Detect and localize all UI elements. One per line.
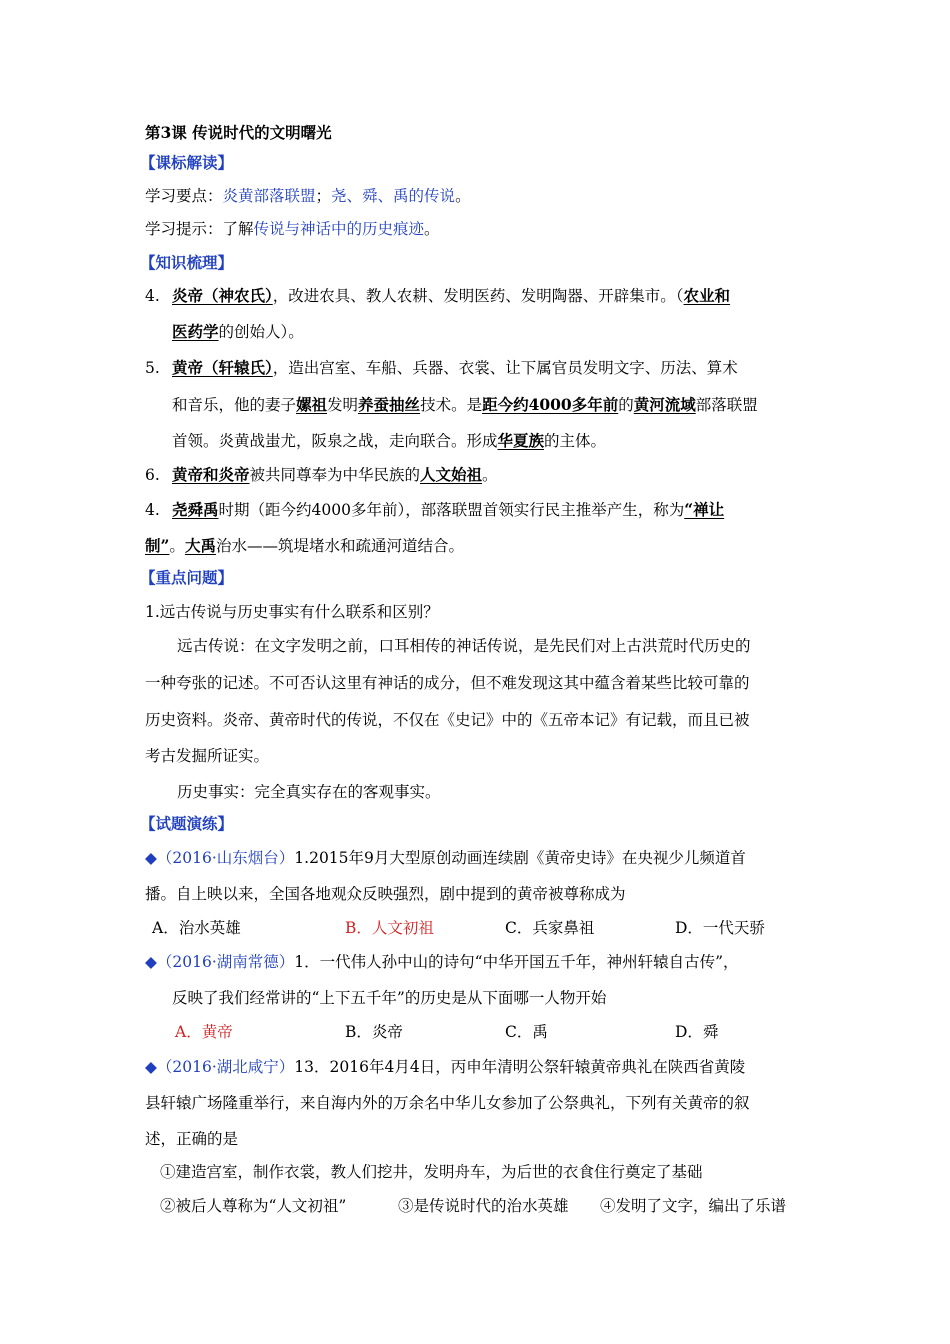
text: 发明 xyxy=(327,396,359,414)
exercise-1-option-a[interactable]: A．治水英雄 xyxy=(152,919,241,937)
exercise-3-item-4: ④发明了文字，编出了乐谱 xyxy=(600,1197,787,1215)
text: 被共同尊奉为中华民族的 xyxy=(249,466,421,484)
item-number: 6. xyxy=(145,466,160,484)
yellow-river: 黄河流域 xyxy=(633,395,696,414)
exercise-2 xyxy=(145,952,739,972)
yandi: 炎帝（神农氏） xyxy=(172,286,273,305)
knowledge-item-4 xyxy=(145,500,160,520)
item-number: 4. xyxy=(145,501,160,519)
study-hint-text: 传说与神话中的历史痕迹 xyxy=(253,220,425,238)
knowledge-item-2-cont2 xyxy=(172,431,606,451)
punct: ； xyxy=(315,187,332,205)
exercise-3-cont2: 述，正确的是 xyxy=(145,1130,239,1148)
study-points xyxy=(145,186,471,206)
exercise-1 xyxy=(145,848,746,868)
study-point-yaoshunyu: 尧、舜、禹的传说 xyxy=(331,187,456,205)
key-para-line: 远古传说：在文字发明之前，口耳相传的神话传说，是先民们对上古洪荒时代历史的 xyxy=(177,637,751,655)
abdication: “禅让 xyxy=(684,500,725,519)
knowledge-item-3-text xyxy=(172,465,498,485)
exercise-text: 13．2016年4月4日，丙申年清明公祭轩辕黄帝典礼在陕西省黄陵 xyxy=(294,1058,746,1076)
knowledge-item-2 xyxy=(145,358,160,378)
exercise-1-option-b[interactable]: B．人文初祖 xyxy=(345,919,434,937)
punct: 。 xyxy=(424,220,440,238)
exercise-3-item-2: ②被后人尊称为“人文初祖” xyxy=(160,1197,347,1215)
exercise-source: ◆（2016·山东烟台） xyxy=(145,849,295,867)
huaxia: 华夏族 xyxy=(497,431,545,450)
exercise-2-option-c[interactable]: C．禹 xyxy=(505,1023,548,1041)
knowledge-item-4-text xyxy=(172,500,724,520)
huangdi: 黄帝（轩辕氏） xyxy=(172,358,273,377)
knowledge-item-1 xyxy=(145,286,160,306)
exercise-3-item-1: ①建造宫室，制作衣裳，教人们挖井，发明舟车，为后世的衣食住行奠定了基础 xyxy=(160,1163,703,1181)
page-title: 第3课 传说时代的文明曙光 xyxy=(145,123,332,142)
exercise-3-cont: 县轩辕广场隆重举行，来自海内外的万余名中华儿女参加了公祭典礼，下列有关黄帝的叙 xyxy=(145,1094,750,1112)
ancestors: 人文始祖 xyxy=(420,465,483,484)
item-number: 5. xyxy=(145,359,160,377)
section-heading-key: 【重点问题】 xyxy=(140,568,234,587)
knowledge-item-3 xyxy=(145,465,160,485)
knowledge-item-2-cont xyxy=(172,395,758,415)
section-heading-standards: 【课标解读】 xyxy=(140,153,234,172)
text: 部落联盟 xyxy=(695,396,758,414)
text: 技术。是 xyxy=(420,396,483,414)
study-hints-label: 学习提示：了解 xyxy=(145,220,254,238)
text: 的创始人）。 xyxy=(218,323,304,341)
abdication-end: 制” xyxy=(145,536,170,555)
huangdi-yandi: 黄帝和炎帝 xyxy=(172,465,250,484)
text: 和音乐，他的妻子 xyxy=(172,396,297,414)
exercise-text: 1.2015年9月大型原创动画连续剧《黄帝史诗》在央视少儿频道首 xyxy=(294,849,746,867)
knowledge-item-4-cont xyxy=(145,536,464,556)
exercise-source: ◆（2016·湖南常德） xyxy=(145,953,295,971)
exercise-3-item-3: ③是传说时代的治水英雄 xyxy=(398,1197,569,1215)
study-points-label: 学习要点： xyxy=(145,187,223,205)
knowledge-item-1-text xyxy=(172,286,730,306)
item-number: 4. xyxy=(145,287,160,305)
exercise-2-cont: 反映了我们经常讲的“上下五千年”的历史是从下面哪一人物开始 xyxy=(172,989,607,1007)
key-question: 1.远古传说与历史事实有什么联系和区别？ xyxy=(145,603,439,621)
exercise-1-option-d[interactable]: D．一代天骄 xyxy=(675,919,765,937)
agriculture: 农业和 xyxy=(683,286,731,305)
text: 。 xyxy=(482,466,498,484)
exercise-2-option-d[interactable]: D．舜 xyxy=(675,1023,719,1041)
silk: 养蚕抽丝 xyxy=(358,395,421,414)
text: 。 xyxy=(169,537,185,555)
text: 时期（距今约4000多年前），部落联盟首领实行民主推举产生，称为 xyxy=(218,501,685,519)
punct: 。 xyxy=(455,187,471,205)
medicine: 医药学 xyxy=(172,322,219,341)
text: ，造出宫室、车船、兵器、衣裳、让下属官员发明文字、历法、算术 xyxy=(272,359,738,377)
text: ，改进农具、教人农耕、发明医药、发明陶器、开辟集市。（ xyxy=(272,287,684,305)
text: 首领。炎黄战蚩尤，阪泉之战，走向联合。形成 xyxy=(172,432,498,450)
date: 距今约4000多年前 xyxy=(482,395,619,414)
study-hints xyxy=(145,219,440,239)
knowledge-item-2-text xyxy=(172,358,738,378)
section-heading-knowledge: 【知识梳理】 xyxy=(140,253,234,272)
leizu: 嫘祖 xyxy=(296,395,328,414)
key-para-line: 历史资料。炎帝、黄帝时代的传说，不仅在《史记》中的《五帝本记》有记载，而且已被 xyxy=(145,711,750,729)
exercise-3 xyxy=(145,1057,745,1077)
exercise-source: ◆（2016·湖北咸宁） xyxy=(145,1058,295,1076)
key-fact: 历史事实：完全真实存在的客观事实。 xyxy=(177,783,441,801)
study-point-yanhuang: 炎黄部落联盟 xyxy=(222,187,316,205)
exercise-text: 1．一代伟人孙中山的诗句“中华开国五千年，神州轩辕自古传”， xyxy=(294,953,739,971)
knowledge-item-1-cont xyxy=(172,322,304,342)
text: 治水——筑堤堵水和疏通河道结合。 xyxy=(215,537,464,555)
exercise-2-option-a[interactable]: A．黄帝 xyxy=(175,1023,233,1041)
key-para-line: 一种夸张的记述。不可否认这里有神话的成分，但不难发现这其中蕴含着某些比较可靠的 xyxy=(145,674,750,692)
exercise-1-option-c[interactable]: C．兵家鼻祖 xyxy=(505,919,595,937)
text: 的主体。 xyxy=(544,432,607,450)
exercise-2-option-b[interactable]: B．炎帝 xyxy=(345,1023,403,1041)
yaoshunyu: 尧舜禹 xyxy=(172,500,219,519)
dayu: 大禹 xyxy=(184,536,216,555)
text: 的 xyxy=(618,396,634,414)
exercise-1-cont: 播。自上映以来，全国各地观众反映强烈，剧中提到的黄帝被尊称成为 xyxy=(145,885,626,903)
key-para-line: 考古发掘所证实。 xyxy=(145,747,270,765)
section-heading-exercises: 【试题演练】 xyxy=(140,814,234,833)
